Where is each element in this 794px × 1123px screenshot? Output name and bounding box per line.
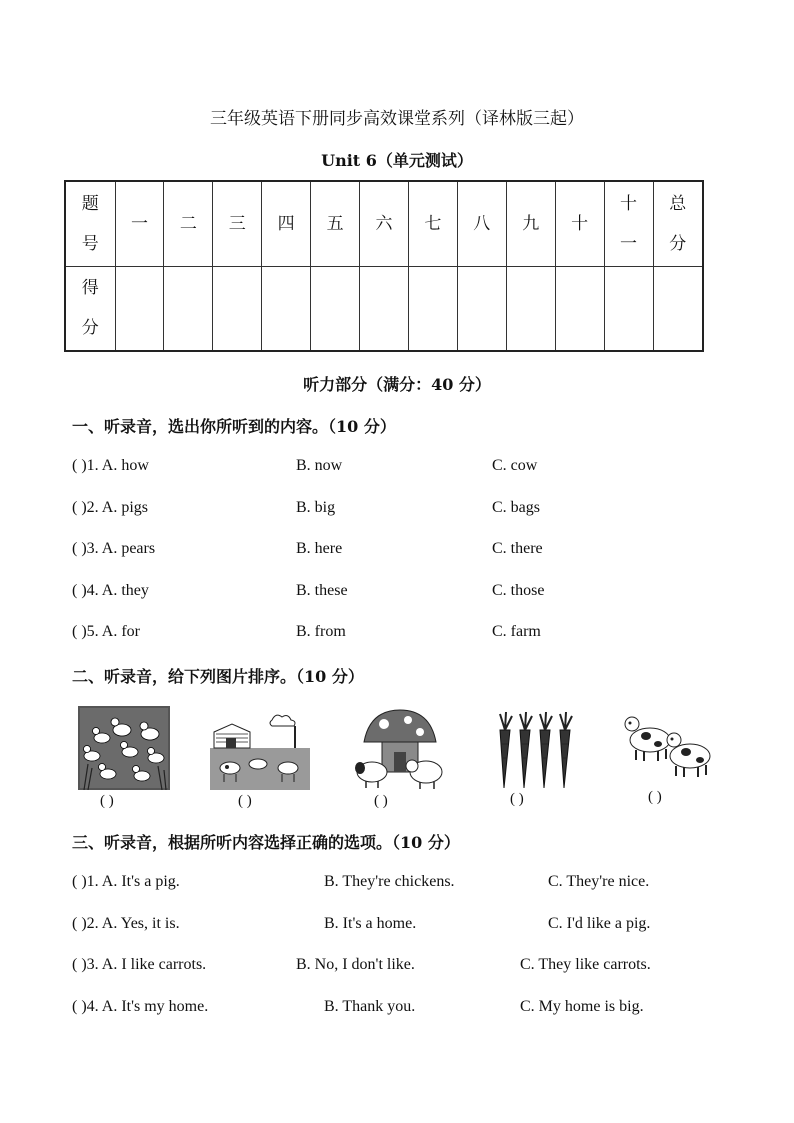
score-cell[interactable] (262, 266, 311, 351)
row-label-score (65, 266, 115, 351)
score-table (64, 180, 704, 352)
s1-q3-c[interactable]: C. there (492, 540, 543, 557)
farm-picture (210, 710, 310, 790)
page-title: 三年级英语下册同步高效课堂系列（译林版三起） (210, 109, 584, 129)
col-5: 五 (311, 181, 360, 266)
s3-q4-b[interactable]: B. Thank you. (324, 998, 416, 1015)
col-total (653, 181, 703, 266)
sheep-house-picture (350, 706, 450, 790)
col-6: 六 (360, 181, 409, 266)
label-char: 总 (669, 193, 687, 214)
label-char: 一 (620, 233, 638, 254)
score-cell[interactable] (506, 266, 555, 351)
label-char: 得 (81, 278, 99, 299)
s3-q1-c[interactable]: C. They're nice. (548, 873, 650, 890)
s1-q4-a[interactable]: ( )4. A. they (72, 582, 149, 599)
unit-subtitle: Unit 6（单元测试） (321, 151, 473, 170)
score-row (65, 266, 703, 351)
col-8: 八 (457, 181, 506, 266)
score-cell[interactable] (555, 266, 604, 351)
s3-q4-c[interactable]: C. My home is big. (520, 998, 644, 1015)
col-3: 三 (213, 181, 262, 266)
s3-q2-c[interactable]: C. I'd like a pig. (548, 915, 651, 932)
s3-q1-a[interactable]: ( )1. A. It's a pig. (72, 873, 180, 890)
question-number-row (65, 181, 703, 266)
s1-q3-a[interactable]: ( )3. A. pears (72, 540, 156, 557)
s1-q2-a[interactable]: ( )2. A. pigs (72, 499, 148, 516)
s3-q3-a[interactable]: ( )3. A. I like carrots. (72, 956, 207, 973)
picture-order-blank-1[interactable]: ( ) (100, 793, 114, 809)
label-char: 十 (620, 193, 638, 214)
s3-q1-b[interactable]: B. They're chickens. (324, 873, 455, 890)
s1-q5-c[interactable]: C. farm (492, 623, 541, 640)
col-9: 九 (506, 181, 555, 266)
listening-header: 听力部分（满分：40 分） (303, 375, 491, 394)
section2-heading: 二、听录音，给下列图片排序。（10 分） (72, 667, 364, 686)
picture-order-blank-5[interactable]: ( ) (648, 789, 662, 805)
score-cell[interactable] (653, 266, 703, 351)
score-cell[interactable] (408, 266, 457, 351)
s1-q4-c[interactable]: C. those (492, 582, 545, 599)
picture-order-blank-4[interactable]: ( ) (510, 791, 524, 807)
col-7: 七 (408, 181, 457, 266)
col-4: 四 (262, 181, 311, 266)
s1-q5-b[interactable]: B. from (296, 623, 346, 640)
col-11 (604, 181, 653, 266)
section3-heading: 三、听录音，根据所听内容选择正确的选项。（10 分） (72, 833, 460, 852)
s3-q4-a[interactable]: ( )4. A. It's my home. (72, 998, 209, 1015)
s1-q1-b[interactable]: B. now (296, 457, 343, 474)
picture-order-blank-3[interactable]: ( ) (374, 793, 388, 809)
s1-q2-b[interactable]: B. big (296, 499, 336, 516)
row-label-question-number (65, 181, 115, 266)
score-cell[interactable] (311, 266, 360, 351)
s1-q1-c[interactable]: C. cow (492, 457, 538, 474)
label-char: 分 (669, 233, 687, 254)
picture-order-blank-2[interactable]: ( ) (238, 793, 252, 809)
s3-q2-b[interactable]: B. It's a home. (324, 915, 417, 932)
label-char: 号 (81, 233, 99, 254)
s1-q2-c[interactable]: C. bags (492, 499, 540, 516)
col-10: 十 (555, 181, 604, 266)
s1-q1-a[interactable]: ( )1. A. how (72, 457, 149, 474)
ducks-picture (78, 706, 170, 790)
col-1: 一 (115, 181, 164, 266)
carrots-picture (494, 710, 586, 790)
s3-q3-c[interactable]: C. They like carrots. (520, 956, 651, 973)
score-cell[interactable] (360, 266, 409, 351)
score-cell[interactable] (115, 266, 164, 351)
cows-picture (622, 708, 718, 782)
label-char: 题 (81, 193, 99, 214)
s1-q4-b[interactable]: B. these (296, 582, 348, 599)
section1-heading: 一、听录音，选出你所听到的内容。（10 分） (72, 417, 396, 436)
score-cell[interactable] (604, 266, 653, 351)
score-cell[interactable] (213, 266, 262, 351)
score-cell[interactable] (457, 266, 506, 351)
score-cell[interactable] (164, 266, 213, 351)
s1-q3-b[interactable]: B. here (296, 540, 343, 557)
s3-q2-a[interactable]: ( )2. A. Yes, it is. (72, 915, 180, 932)
s1-q5-a[interactable]: ( )5. A. for (72, 623, 140, 640)
col-2: 二 (164, 181, 213, 266)
label-char: 分 (81, 318, 99, 339)
s3-q3-b[interactable]: B. No, I don't like. (296, 956, 415, 973)
